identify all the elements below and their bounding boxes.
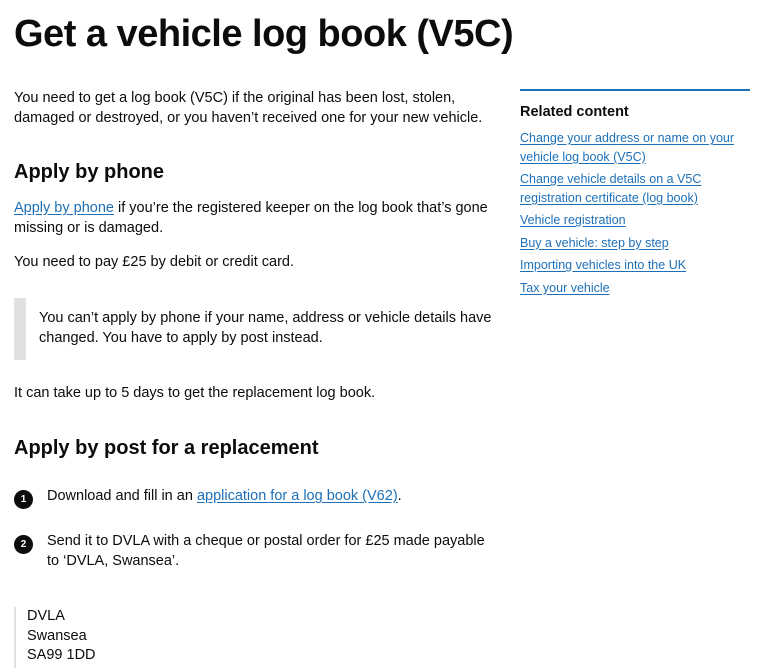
apply-by-phone-link[interactable]: Apply by phone bbox=[14, 200, 114, 216]
page-title: Get a vehicle log book (V5C) bbox=[14, 13, 514, 55]
related-link-item bbox=[520, 211, 750, 230]
related-link-vehicle-registration[interactable]: Vehicle registration bbox=[520, 213, 626, 227]
v62-application-link[interactable]: application for a log book (V62) bbox=[196, 488, 398, 504]
step-text-after: . bbox=[397, 488, 402, 504]
related-links-list bbox=[520, 129, 750, 297]
phone-fee-paragraph: You need to pay £25 by debit or credit card. bbox=[14, 254, 294, 270]
inset-notice bbox=[14, 298, 494, 360]
apply-by-post-heading: Apply by post for a replacement bbox=[14, 437, 319, 459]
address-line: SA99 1DD bbox=[27, 647, 96, 663]
timing-paragraph: It can take up to 5 days to get the replacement log book. bbox=[14, 385, 376, 401]
step-number-badge: 2 bbox=[14, 535, 33, 554]
related-link-change-vehicle-details[interactable]: Change vehicle details on a V5C registration certificate (log book) bbox=[520, 172, 702, 205]
apply-by-phone-heading: Apply by phone bbox=[14, 161, 164, 183]
related-link-item bbox=[520, 279, 750, 298]
step-text: Send it to DVLA with a cheque or postal order for £25 made payable to ‘DVLA, Swansea’. bbox=[47, 533, 485, 569]
step-text bbox=[47, 487, 494, 509]
related-link-item bbox=[520, 129, 750, 166]
intro-paragraph: You need to get a log book (V5C) if the original has been lost, stolen, damaged or destroyed, or you haven’t received one for your new vehicle. bbox=[14, 90, 483, 126]
step-text-before: Download and fill in an bbox=[47, 488, 197, 504]
related-link-tax-vehicle[interactable]: Tax your vehicle bbox=[520, 280, 610, 295]
step-number-badge: 1 bbox=[14, 490, 33, 509]
related-link-item bbox=[520, 170, 750, 207]
related-link-buy-vehicle[interactable]: Buy a vehicle: step by step bbox=[520, 235, 669, 250]
inset-notice-text: You can’t apply by phone if your name, address or vehicle details have changed. You have to apply by post instead. bbox=[39, 310, 492, 346]
postal-address bbox=[14, 607, 214, 668]
address-line: DVLA bbox=[27, 608, 65, 624]
related-content-sidebar bbox=[520, 89, 750, 301]
phone-eligibility-paragraph bbox=[14, 199, 494, 238]
address-line: Swansea bbox=[27, 627, 87, 644]
related-link-item bbox=[520, 256, 750, 275]
related-link-importing-vehicles[interactable]: Importing vehicles into the UK bbox=[520, 258, 687, 272]
related-link-item bbox=[520, 234, 750, 253]
phone-eligibility-text: if you’re the registered keeper on the log book that’s gone missing or is damaged. bbox=[14, 200, 488, 236]
related-content-heading: Related content bbox=[520, 104, 629, 120]
related-link-change-address[interactable]: Change your address or name on your vehicle log book (V5C) bbox=[520, 131, 735, 164]
step-list-item bbox=[14, 487, 494, 509]
step-list-item bbox=[14, 532, 494, 571]
